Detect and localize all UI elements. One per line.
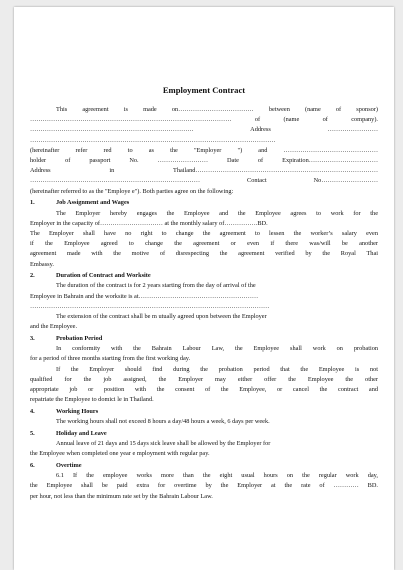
- section-line: if the Employee agreed to change the agreement or even if there was/will be another: [30, 240, 378, 248]
- intro-line: (hereinafter refer red to as the "Employer ") and ………………………………………: [30, 146, 378, 154]
- section-number: 5.: [30, 429, 35, 437]
- section-title: Overtime: [56, 461, 82, 469]
- section-line: ……………………………………………………………………………………………………: [30, 302, 270, 310]
- section-number: 4.: [30, 407, 35, 415]
- document-page: [14, 7, 394, 570]
- section-line: The extension of the contract shall be m utually agreed upon between the Employer: [56, 313, 267, 321]
- section-heading: [30, 407, 378, 417]
- section-title: Working Hours: [56, 407, 99, 415]
- section-line: the Employee when completed one year e mployment with regular pay.: [30, 450, 210, 458]
- section-line: qualified for the job assigned, the Employer may either offer the Employee the other: [30, 375, 378, 383]
- section-line: The duration of the contract is for 2 years starting from the day of arrival of the: [56, 282, 256, 290]
- section-number: 1.: [30, 199, 35, 207]
- section-heading: [30, 198, 378, 208]
- section-line: In conformity with the Bahrain Labour Law, the Employee shall work on probation: [56, 345, 378, 353]
- intro-line: …………………………………………………………………………………… of (name of company).: [30, 116, 378, 124]
- section-line: agreement made with the motive of disrespecting the agreement verified by the Royal Thai: [30, 250, 378, 258]
- section-title: Job Assignment and Wages: [56, 199, 130, 207]
- section-number: 6.: [30, 461, 35, 469]
- section-number: 3.: [30, 334, 35, 342]
- section-line: for a period of three months starting from the first working day.: [30, 355, 191, 363]
- section-line: Annual leave of 21 days and 15 days sick leave shall be allowed by the Employer for: [56, 440, 271, 447]
- section-line: appropriate job or position with the consent of the Employee, or cancel the contract and: [30, 385, 378, 393]
- section-line: Employee in Bahrain and the worksite is at…………………………………………………: [30, 292, 259, 300]
- section-number: 2.: [30, 272, 35, 280]
- document-body: [30, 81, 378, 502]
- intro-line: ………………………………………………………………………………………………………: [30, 136, 276, 144]
- document-title: Employment Contract: [162, 85, 246, 95]
- intro-line: ……………………………………………………………………… Contact No………………………: [30, 177, 378, 185]
- intro-line: holder of passport No. …………………… Date of Expiration……………………………: [30, 157, 378, 165]
- section-line: The Employer hereby engages the Employee and the Employee agrees to work for the: [56, 209, 378, 217]
- section-line: the Employee shall be paid extra for overtime by the Employer at the rate of ………… BD.: [30, 482, 378, 490]
- intro-line: …………………………………………………………………… Address ……………………: [30, 126, 378, 134]
- section-line: Employer in the capacity of………………………… at the monthly salary of…………….BD.: [30, 219, 268, 227]
- section-title: Holiday and Leave: [56, 429, 107, 437]
- intro-line: Address in Thailand……………………………………………………………………………: [30, 167, 378, 175]
- section-line: per hour, not less than the minimum rate set by the Bahrain Labour Law.: [30, 492, 213, 500]
- section-heading: [30, 334, 378, 344]
- section-heading: [30, 461, 378, 471]
- section-line: repatriate the Employee to domici le in Thailand.: [30, 396, 154, 404]
- section-line: Embassy.: [30, 260, 54, 268]
- intro-line: This agreement is made on……………………………… between (name of sponsor): [56, 106, 378, 113]
- section-title: Duration of Contract and Worksite: [56, 272, 151, 280]
- section-line: The working hours shall not exceed 8 hours a day/48 hours a week, 6 days per week.: [56, 418, 270, 426]
- section-heading: [30, 429, 378, 439]
- section-title: Probation Period: [56, 334, 103, 342]
- section-line: 6.1 If the employee works more than the eight usual hours on the regular work day,: [56, 472, 378, 480]
- section-line: and the Employee.: [30, 323, 78, 331]
- section-line: If the Employer should find during the probation period that the Employee is not: [56, 365, 378, 373]
- section-heading: [30, 271, 378, 281]
- section-line: The Employer shall have no right to change the agreement to lessen the worker’s salary even: [30, 229, 378, 237]
- intro-line: (hereinafter referred to as the "Employe e"). Both parties agree on the following:: [30, 187, 234, 195]
